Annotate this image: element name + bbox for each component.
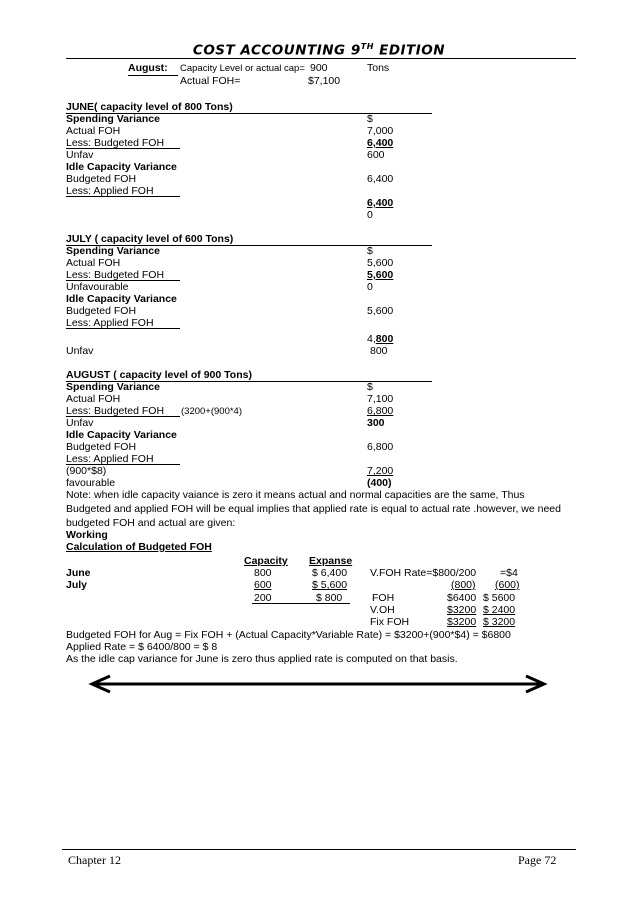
june-result1: Unfav — [66, 149, 94, 161]
col-capacity: Capacity — [244, 555, 288, 567]
footer-rule — [62, 849, 576, 850]
august-result1-value: 300 — [367, 417, 385, 429]
july-result1-value: 0 — [367, 281, 373, 293]
july-applied-value — [367, 333, 393, 345]
july-result1: Unfavourable — [66, 281, 129, 293]
fix-label: Fix FOH — [370, 616, 410, 628]
voh-b: $ 2400 — [483, 604, 516, 616]
june-currency: $ — [367, 113, 373, 125]
august-spending-label: Spending Variance — [66, 381, 160, 393]
august-actual-foh-value: 7,100 — [367, 393, 394, 405]
august-less-budgeted: Less: Budgeted FOH — [66, 405, 165, 417]
july-budgeted-value: 5,600 — [367, 305, 394, 317]
row-expense-june: $ 6,400 — [312, 567, 348, 579]
july-applied-value-pre: 4, — [367, 333, 376, 345]
june-applied-value: 6,400 — [367, 197, 394, 209]
fix-a: $3200 — [447, 616, 477, 628]
july-result2-value: 800 — [370, 345, 388, 357]
june-budgeted-value: 6,400 — [367, 173, 394, 185]
july-result2: Unfav — [66, 345, 94, 357]
june-budgeted: Budgeted FOH — [66, 173, 137, 185]
diff-1: (800) — [451, 579, 476, 591]
summary-line-2: Applied Rate = $ 6400/800 = $ 8 — [66, 641, 218, 653]
august-less-budgeted-formula: (3200+(900*4) — [181, 406, 243, 417]
row-expense-diff: $ 800 — [316, 592, 343, 604]
july-budgeted: Budgeted FOH — [66, 305, 137, 317]
july-idle-label: Idle Capacity Variance — [66, 293, 177, 305]
july-heading: JULY ( capacity level of 600 Tons) — [66, 233, 234, 245]
row-capacity-diff: 200 — [254, 592, 272, 604]
row-capacity-july: 600 — [254, 579, 272, 591]
july-actual-foh-value: 5,600 — [367, 257, 394, 269]
july-less-applied-underline — [66, 328, 180, 329]
working-title: Working — [66, 529, 108, 541]
august-idle-label: Idle Capacity Variance — [66, 429, 177, 441]
calc-title: Calculation of Budgeted FOH — [66, 541, 212, 553]
footer-chapter: Chapter 12 — [68, 853, 121, 867]
august-result1: Unfav — [66, 417, 94, 429]
capacity-unit: Tons — [367, 62, 390, 74]
col-expense: Expanse — [309, 555, 353, 567]
row-expense-july: $ 5,600 — [312, 579, 348, 591]
june-spending-label: Spending Variance — [66, 113, 160, 125]
july-spending-label: Spending Variance — [66, 245, 160, 257]
june-less-budgeted: Less: Budgeted FOH — [66, 137, 165, 149]
june-result1-value: 600 — [367, 149, 385, 161]
row-label-june: June — [66, 567, 91, 579]
july-applied-value-main: 800 — [375, 333, 394, 345]
july-less-budgeted: Less: Budgeted FOH — [66, 269, 165, 281]
july-less-applied: Less: Applied FOH — [66, 317, 154, 329]
footer-page: Page 72 — [518, 853, 557, 867]
summary-line-1: Budgeted FOH for Aug = Fix FOH + (Actual Capacity*Variable Rate) = $3200+(900*$4) = $6800 — [66, 629, 511, 641]
july-less-budgeted-value: 5,600 — [367, 269, 394, 281]
note-line-1: Note: when idle capacity vaiance is zero it means actual and normal capacities are the same, Thus — [66, 489, 525, 501]
note-line-2: Budgeted and applied FOH will be equal implies that applied rate is equal to actual rate .however, we need — [66, 503, 561, 515]
august-info-label: August: — [128, 62, 168, 74]
foh-b: $ 5600 — [483, 592, 516, 604]
diff-2: (600) — [495, 579, 520, 591]
august-actual-foh: Actual FOH — [66, 393, 121, 405]
june-less-budgeted-value: 6,400 — [367, 137, 394, 149]
vfoh-rate-label: V.FOH Rate=$800/200 — [370, 567, 477, 579]
header-title: COST ACCOUNTING 9 — [192, 42, 361, 59]
august-budgeted: Budgeted FOH — [66, 441, 137, 453]
foh-label: FOH — [372, 592, 395, 604]
june-result2-value: 0 — [367, 209, 373, 221]
vfoh-rate-value: =$4 — [500, 567, 518, 579]
august-info-underline — [128, 75, 178, 76]
august-budgeted-value: 6,800 — [367, 441, 394, 453]
header-rule — [66, 58, 576, 59]
row-label-july: July — [66, 579, 88, 591]
july-actual-foh: Actual FOH — [66, 257, 121, 269]
august-applied-formula: (900*$8) — [66, 465, 107, 477]
july-currency: $ — [367, 245, 373, 257]
capacity-level-label: Capacity Level or actual cap= — [180, 63, 305, 74]
actual-foh-label: Actual FOH= — [180, 75, 241, 87]
august-result2: favourable — [66, 477, 116, 489]
august-currency: $ — [367, 381, 373, 393]
running-header — [0, 42, 638, 59]
august-result2-value: (400) — [367, 477, 392, 489]
double-arrow-divider — [0, 669, 638, 699]
june-idle-label: Idle Capacity Variance — [66, 161, 177, 173]
august-heading: AUGUST ( capacity level of 900 Tons) — [66, 369, 252, 381]
august-applied-value: 7,200 — [367, 465, 394, 477]
june-actual-foh-value: 7,000 — [367, 125, 394, 137]
actual-foh-value: $7,100 — [308, 75, 341, 87]
summary-line-3: As the idle cap variance for June is zero thus applied rate is computed on that basis. — [66, 653, 458, 665]
foh-a: $6400 — [447, 592, 477, 604]
june-actual-foh: Actual FOH — [66, 125, 121, 137]
header-title-tail: EDITION — [373, 42, 446, 59]
header-sup: TH — [360, 42, 374, 51]
capacity-level-value: 900 — [310, 62, 328, 74]
august-less-budgeted-value: 6,800 — [367, 405, 394, 417]
row-capacity-june: 800 — [254, 567, 272, 579]
note-line-3: budgeted FOH and actual are given: — [66, 517, 236, 529]
august-less-applied: Less: Applied FOH — [66, 453, 154, 465]
voh-a: $3200 — [447, 604, 477, 616]
june-heading: JUNE( capacity level of 800 Tons) — [66, 101, 233, 113]
june-less-applied-underline — [66, 196, 180, 197]
fix-b: $ 3200 — [483, 616, 516, 628]
june-less-applied: Less: Applied FOH — [66, 185, 154, 197]
voh-label: V.OH — [370, 604, 395, 616]
